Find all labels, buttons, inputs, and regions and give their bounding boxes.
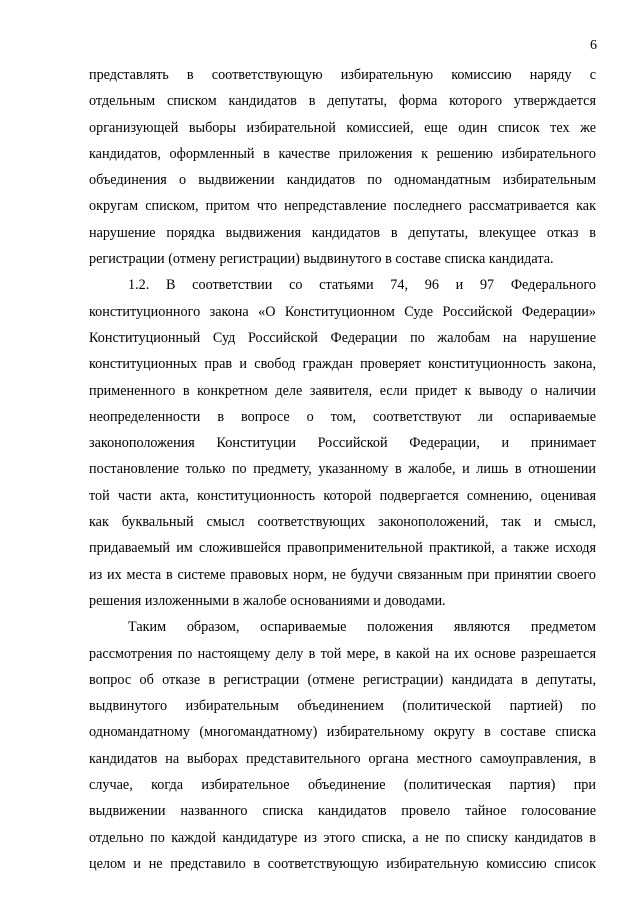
paragraph-3-line-4: выдвинутого избирательным объединением (политической партией) по bbox=[89, 698, 596, 715]
document-body bbox=[89, 62, 596, 877]
paragraph-3-line-2: рассмотрения по настоящему делу в той мере, в какой на их основе разрешается bbox=[89, 645, 596, 662]
paragraph-2-line-7: законоположения Конституции Российской Федерации, и принимает bbox=[89, 435, 596, 452]
paragraph-1-line-7: нарушение порядка выдвижения кандидатов в депутаты, влекущее отказ в bbox=[89, 224, 596, 241]
paragraph-2-line-6: неопределенности в вопросе о том, соответствуют ли оспариваемые bbox=[89, 408, 596, 425]
paragraph-2-line-13: решения изложенными в жалобе основаниями и доводами. bbox=[89, 592, 446, 609]
paragraph-1-line-3: организующей выборы избирательной комиссией, еще один список тех же bbox=[89, 119, 596, 136]
paragraph-3-line-7: случае, когда избирательное объединение (политическая партия) при bbox=[89, 777, 596, 794]
paragraph-2-line-4: конституционных прав и свобод граждан проверяет конституционность закона, bbox=[89, 356, 596, 373]
paragraph-3-line-10: целом и не представило в соответствующую избирательную комиссию список bbox=[89, 855, 596, 872]
paragraph-1-line-4: кандидатов, оформленный в качестве приложения к решению избирательного bbox=[89, 145, 596, 162]
paragraph-2-line-5: примененного в конкретном деле заявителя, если придет к выводу о наличии bbox=[89, 382, 596, 399]
paragraph-2-line-11: придаваемый им сложившейся правоприменительной практикой, а также исходя bbox=[89, 540, 596, 557]
paragraph-1-line-1: представлять в соответствующую избирательную комиссию наряду с bbox=[89, 67, 596, 83]
paragraph-3-line-8: выдвижении названного списка кандидатов провело тайное голосование bbox=[89, 803, 596, 820]
paragraph-3-line-3: вопрос об отказе в регистрации (отмене регистрации) кандидата в депутаты, bbox=[89, 671, 596, 688]
paragraph-2-line-12: из их места в системе правовых норм, не будучи связанным при принятии своего bbox=[89, 566, 596, 583]
paragraph-1-line-6: округам списком, притом что непредставление последнего рассматривается как bbox=[89, 198, 596, 215]
paragraph-3-line-5: одномандатному (многомандатному) избирательному округу в составе списка bbox=[89, 724, 596, 741]
paragraph-1-line-8: регистрации (отмену регистрации) выдвинутого в составе списка кандидата. bbox=[89, 251, 554, 268]
paragraph-2-line-3: Конституционный Суд Российской Федерации по жалобам на нарушение bbox=[89, 329, 596, 346]
paragraph-2-line-8: постановление только по предмету, указанному в жалобе, и лишь в отношении bbox=[89, 461, 596, 478]
paragraph-3-line-1: Таким образом, оспариваемые положения являются предметом bbox=[128, 619, 596, 636]
paragraph-1-line-5: объединения о выдвижении кандидатов по одномандатным избирательным bbox=[89, 172, 596, 189]
paragraph-2-line-1: 1.2. В соответствии со статьями 74, 96 и 97 Федерального bbox=[128, 277, 596, 294]
paragraph-2-line-2: конституционного закона «О Конституционном Суде Российской Федерации» bbox=[89, 303, 596, 320]
page-number: 6 bbox=[590, 38, 597, 53]
paragraph-2-line-9: той части акта, конституционность которой подвергается сомнению, оценивая bbox=[89, 487, 596, 504]
paragraph-3-line-6: кандидатов на выборах представительного органа местного самоуправления, в bbox=[89, 750, 596, 767]
paragraph-1-line-2: отдельным списком кандидатов в депутаты, форма которого утверждается bbox=[89, 93, 596, 110]
paragraph-3-line-9: отдельно по каждой кандидатуре из этого списка, а не по списку кандидатов в bbox=[89, 829, 596, 846]
paragraph-2-line-10: как буквальный смысл соответствующих законоположений, так и смысл, bbox=[89, 514, 596, 531]
